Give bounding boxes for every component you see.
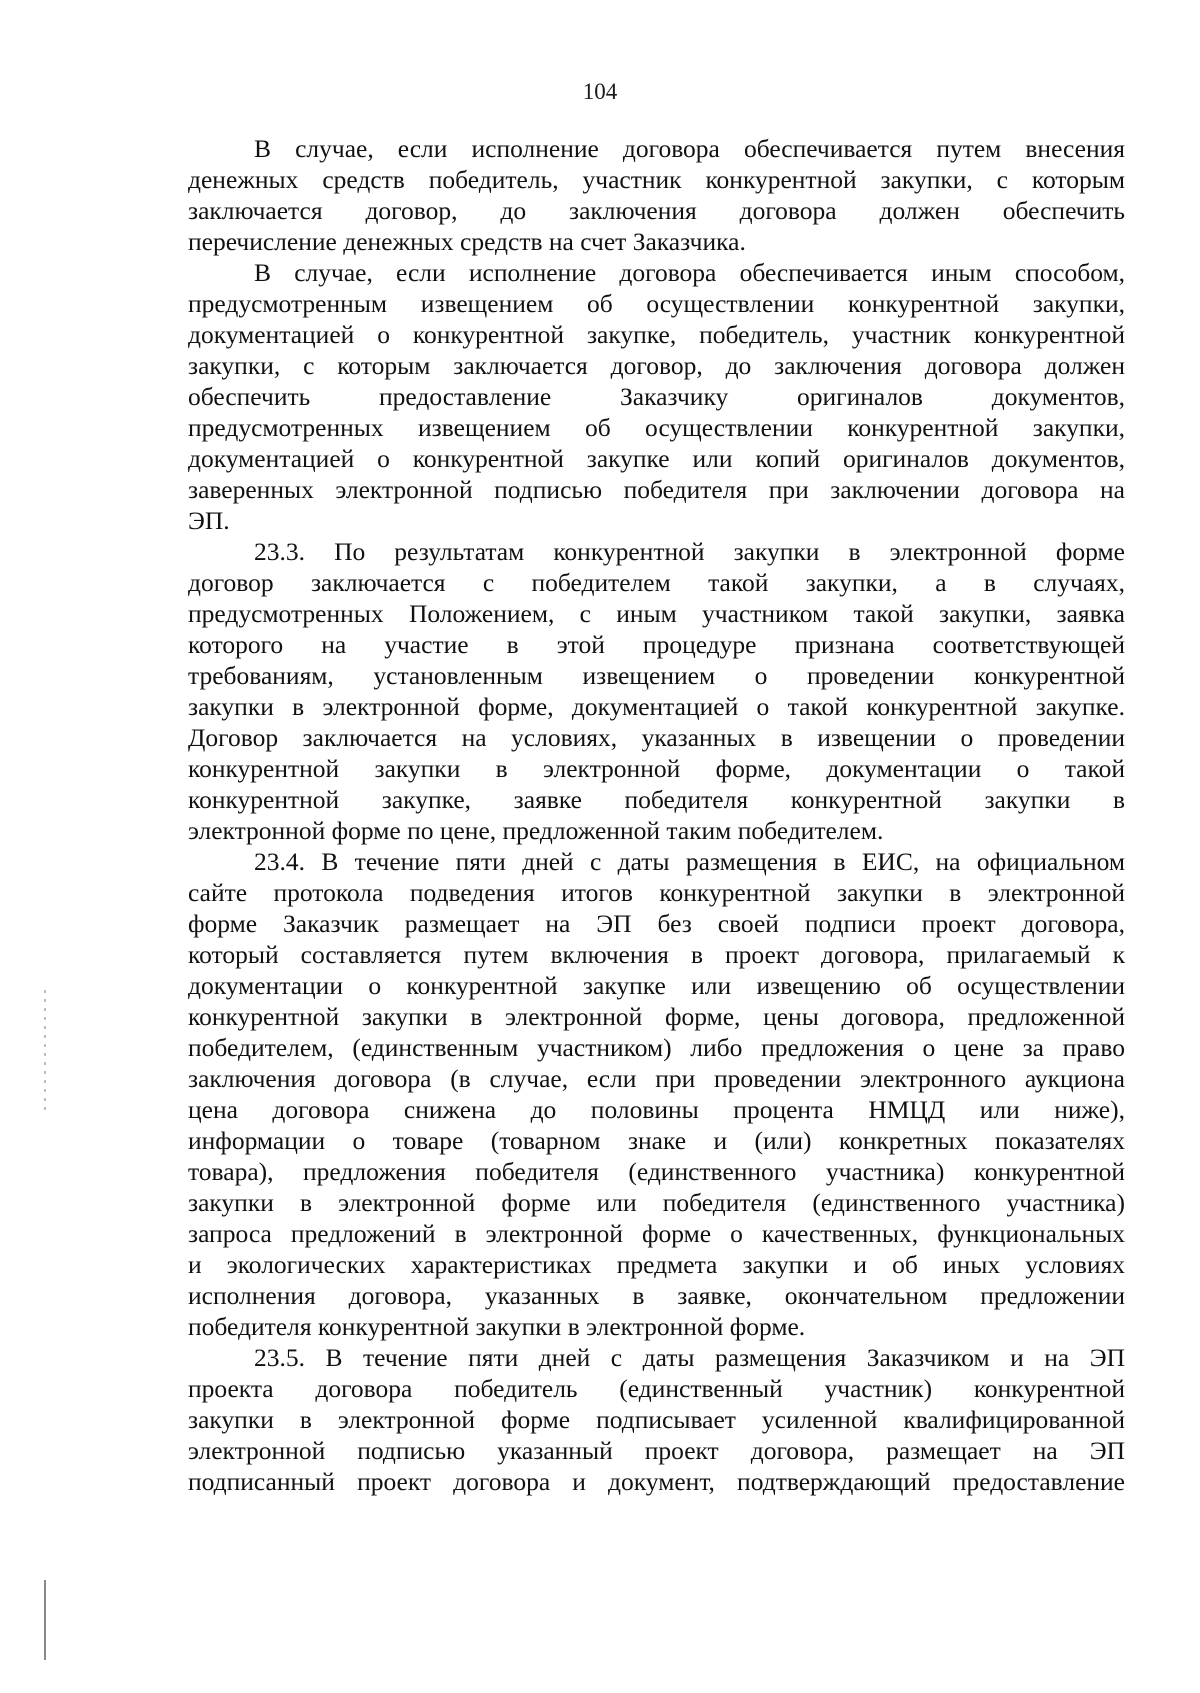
- text-line: информации о товаре (товарном знаке и (или) конкретных показателях: [188, 1126, 1125, 1155]
- text-line: требованиям, установленным извещением о проведении конкурентной: [188, 661, 1125, 690]
- text-line: заверенных электронной подписью победителя при заключении договора на: [188, 475, 1125, 504]
- text-line: товара), предложения победителя (единственного участника) конкурентной: [188, 1157, 1125, 1186]
- text-line: договор заключается с победителем такой закупки, а в случаях,: [188, 568, 1125, 597]
- text-line: сайте протокола подведения итогов конкурентной закупки в электронной: [188, 878, 1125, 907]
- paragraph-23-4: [188, 846, 1125, 1342]
- text-line: победителем, (единственным участником) либо предложения о цене за право: [188, 1033, 1125, 1062]
- text-line: конкурентной закупки в электронной форме, цены договора, предложенной: [188, 1002, 1125, 1031]
- scan-artifact-dots: [44, 990, 46, 1110]
- text-line: Договор заключается на условиях, указанных в извещении о проведении: [188, 723, 1125, 752]
- document-body: [188, 133, 1125, 1497]
- text-line: которого на участие в этой процедуре признана соответствующей: [188, 630, 1125, 659]
- text-line: 23.5. В течение пяти дней с даты размещения Заказчиком и на ЭП: [254, 1343, 1125, 1372]
- paragraph-23-3: [188, 536, 1125, 846]
- text-line: победителя конкурентной закупки в электронной форме.: [188, 1312, 806, 1341]
- text-line: электронной форме по цене, предложенной таким победителем.: [188, 816, 884, 845]
- text-line: документацией о конкурентной закупке, победитель, участник конкурентной: [188, 320, 1125, 349]
- text-line: закупки в электронной форме подписывает усиленной квалифицированной: [188, 1405, 1125, 1434]
- text-line: документации о конкурентной закупке или извещению об осуществлении: [188, 971, 1125, 1000]
- text-line: документацией о конкурентной закупке или копий оригиналов документов,: [188, 444, 1125, 473]
- text-line: подписанный проект договора и документ, подтверждающий предоставление: [188, 1467, 1125, 1496]
- text-line: денежных средств победитель, участник конкурентной закупки, с которым: [188, 165, 1125, 194]
- scan-artifact-line: [44, 1580, 46, 1660]
- text-line: перечисление денежных средств на счет Заказчика.: [188, 227, 746, 256]
- text-line: предусмотренных извещением об осуществлении конкурентной закупки,: [188, 413, 1125, 442]
- text-line: ЭП.: [188, 506, 230, 535]
- text-line: конкурентной закупки в электронной форме, документации о такой: [188, 754, 1125, 783]
- text-line: предусмотренных Положением, с иным участником такой закупки, заявка: [188, 599, 1125, 628]
- text-line: исполнения договора, указанных в заявке, окончательном предложении: [188, 1281, 1125, 1310]
- text-line: предусмотренным извещением об осуществлении конкурентной закупки,: [188, 289, 1125, 318]
- text-line: заключается договор, до заключения договора должен обеспечить: [188, 196, 1125, 225]
- text-line: проекта договора победитель (единственный участник) конкурентной: [188, 1374, 1125, 1403]
- paragraph-security-other: [188, 257, 1125, 536]
- text-line: В случае, если исполнение договора обеспечивается иным способом,: [254, 258, 1125, 287]
- paragraph-23-5: [188, 1342, 1125, 1497]
- text-line: конкурентной закупке, заявке победителя конкурентной закупки в: [188, 785, 1125, 814]
- text-line: электронной подписью указанный проект договора, размещает на ЭП: [188, 1436, 1125, 1465]
- text-line: запроса предложений в электронной форме о качественных, функциональных: [188, 1219, 1125, 1248]
- text-line: который составляется путем включения в проект договора, прилагаемый к: [188, 940, 1125, 969]
- text-line: 23.3. По результатам конкурентной закупки в электронной форме: [254, 537, 1125, 566]
- page-number: 104: [582, 79, 618, 104]
- text-line: закупки, с которым заключается договор, до заключения договора должен: [188, 351, 1125, 380]
- text-line: 23.4. В течение пяти дней с даты размещения в ЕИС, на официальном: [254, 847, 1125, 876]
- text-line: В случае, если исполнение договора обеспечивается путем внесения: [254, 134, 1125, 163]
- text-line: заключения договора (в случае, если при проведении электронного аукциона: [188, 1064, 1125, 1093]
- text-line: и экологических характеристиках предмета закупки и об иных условиях: [188, 1250, 1125, 1279]
- text-line: форме Заказчик размещает на ЭП без своей подписи проект договора,: [188, 909, 1125, 938]
- text-line: закупки в электронной форме, документацией о такой конкурентной закупке.: [188, 692, 1125, 721]
- text-line: обеспечить предоставление Заказчику оригиналов документов,: [188, 382, 1125, 411]
- text-line: закупки в электронной форме или победителя (единственного участника): [188, 1188, 1125, 1217]
- text-line: цена договора снижена до половины процента НМЦД или ниже),: [188, 1095, 1125, 1124]
- paragraph-security-payment: [188, 133, 1125, 257]
